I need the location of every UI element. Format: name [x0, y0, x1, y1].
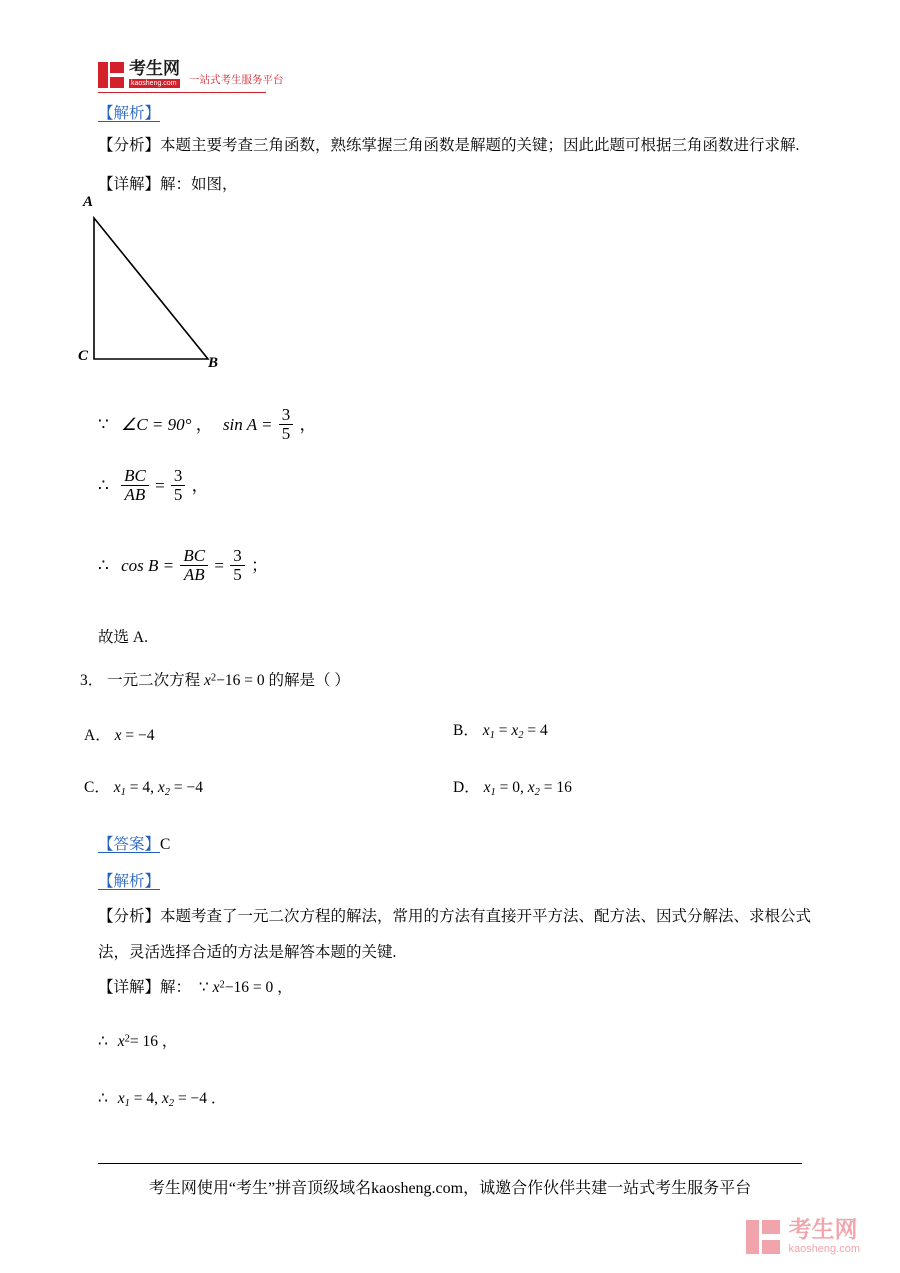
logo-slogan: 一站式考生服务平台 — [189, 74, 284, 86]
site-logo — [98, 60, 284, 88]
footer-divider — [98, 1163, 802, 1164]
fenxi-tag-2: 【分析】 — [98, 908, 161, 925]
question-3-number: 3． — [80, 672, 104, 689]
logo-en-label: kaosheng.com — [129, 79, 180, 88]
answer-line-3 — [98, 832, 170, 854]
option-d-letter: D． — [453, 779, 480, 796]
logo-divider — [98, 92, 266, 93]
step2-end: ， — [191, 475, 209, 495]
option-c-text: $x_1 = 4$, $x_2 = -4$ — [113, 779, 204, 798]
xiangjie-tag-1: 【详解】 — [98, 176, 161, 193]
watermark-cn-label: 考生网 — [788, 1216, 858, 1242]
fenxi-text-2-line1: 本题考查了一元二次方程的解法，常用的方法有直接开平方法、配方法、因式分解法、求根公式 — [160, 908, 812, 925]
xiangjie-text-2: 解： — [160, 979, 192, 996]
question-3-stem-after: 的解是（ ） — [268, 672, 350, 689]
step3-prefix: ∴ — [98, 555, 109, 575]
step3-cos: cos B = — [121, 555, 175, 575]
solution2-step1-equation: $x^2-16 = 0$ — [212, 979, 274, 996]
watermark-en-label: kaosheng.com — [788, 1243, 860, 1255]
detail-paragraph-1 — [98, 171, 238, 198]
solution2-step1-end: ， — [277, 979, 293, 996]
step3-end: ； — [250, 555, 268, 575]
watermark-mark-icon — [746, 1220, 780, 1254]
step2-equals: = — [155, 475, 165, 495]
solution2-step2-equation: $x^2= 16$ — [117, 1033, 159, 1050]
step3-line — [98, 548, 268, 586]
solution2-step3-line — [98, 1086, 226, 1109]
option-b-text: $x_1 = x_2 = 4$ — [482, 722, 548, 741]
option-c-letter: C． — [84, 779, 110, 796]
step1-prefix: ∵ — [98, 414, 109, 434]
option-b[interactable] — [453, 718, 548, 741]
step1-fraction: $\frac{3}{5}$ — [279, 406, 294, 444]
fenxi-text-1: 本题主要考查三角函数，熟练掌握三角函数是解题的关键；因此此题可根据三角函数进行求解. — [160, 137, 800, 154]
step2-fraction-value: $\frac{3}{5}$ — [171, 467, 186, 505]
solution2-step2-prefix: ∴ — [98, 1033, 108, 1050]
analysis-tag-2: 【解析】 — [98, 873, 161, 890]
vertex-label-b: B — [208, 355, 219, 371]
step3-fraction-value: $\frac{3}{5}$ — [230, 547, 245, 585]
option-b-letter: B． — [453, 722, 479, 739]
step1-end: ， — [299, 414, 317, 434]
analysis-paragraph-1 — [98, 132, 818, 159]
detail-paragraph-2 — [98, 975, 293, 997]
solution2-step1-prefix: ∵ — [198, 979, 209, 996]
watermark-text — [788, 1218, 860, 1255]
option-c[interactable] — [84, 775, 203, 798]
triangle-svg — [80, 196, 260, 381]
step1-sep: ， — [195, 414, 213, 434]
step3-fraction-bc-ab: $\frac{BC}{AB}$ — [180, 547, 208, 585]
option-d-text: $x_1 = 0$, $x_2 = 16$ — [483, 779, 572, 798]
option-d[interactable] — [453, 775, 572, 798]
question-3-stem-before: 一元二次方程 — [107, 672, 201, 689]
vertex-label-a: A — [83, 194, 94, 210]
logo-text — [129, 60, 180, 88]
answer-value-3: C — [160, 836, 171, 853]
footer-watermark — [746, 1218, 860, 1255]
solution2-step3-end: ． — [210, 1090, 227, 1107]
footer-note: 考生网使用“考生”拼音顶级域名kaosheng.com，诚邀合作伙伴共建一站式考生服务平台 — [148, 1180, 752, 1197]
analysis-paragraph-2-line1 — [98, 903, 811, 930]
fenxi-text-2-line2: 法，灵活选择合适的方法是解答本题的关键. — [98, 944, 397, 961]
step2-prefix: ∴ — [98, 475, 109, 495]
option-a-text: x = −4 — [114, 727, 155, 744]
logo-cn-label: 考生网 — [129, 59, 180, 78]
step2-fraction-bc-ab: $\frac{BC}{AB}$ — [121, 467, 149, 505]
conclusion-1: 故选 A. — [98, 629, 148, 646]
step1-sin: sin A = — [222, 414, 273, 434]
solution2-step2-end: ， — [161, 1033, 178, 1050]
vertex-label-c: C — [78, 348, 89, 364]
analysis-paragraph-2-line2 — [98, 939, 396, 966]
xiangjie-text-1: 解：如图， — [160, 176, 238, 193]
question-3-equation: $x^2-16 = 0$ — [204, 672, 265, 689]
fenxi-tag-1: 【分析】 — [98, 137, 161, 154]
solution2-step3-prefix: ∴ — [98, 1090, 108, 1107]
triangle-figure — [80, 196, 260, 381]
step1-angle: ∠C = 90° — [121, 414, 192, 434]
xiangjie-tag-2: 【详解】 — [98, 979, 161, 996]
answer-tag-3: 【答案】 — [98, 836, 161, 853]
solution2-step3-equation: $x_1 = 4$, $x_2 = -4$ — [117, 1090, 208, 1109]
option-a[interactable] — [84, 723, 154, 745]
option-a-letter: A． — [84, 727, 111, 744]
step3-equals: = — [214, 555, 224, 575]
step1-line-1 — [98, 407, 317, 445]
logo-mark-icon — [98, 62, 124, 88]
analysis-tag-1: 【解析】 — [98, 105, 161, 122]
question-3-stem — [80, 668, 350, 690]
solution2-step2-line — [98, 1029, 177, 1051]
step2-line — [98, 468, 209, 506]
